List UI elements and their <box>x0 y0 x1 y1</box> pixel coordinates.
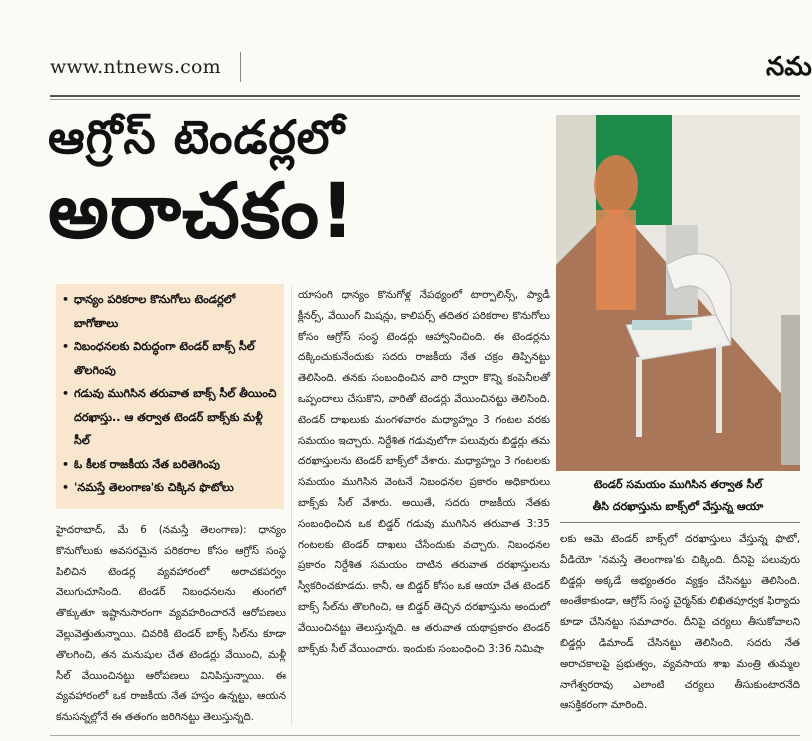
highlight-text: ఓ కీలక రాజకీయ నేత బరితెగింపు <box>74 457 220 471</box>
site-url[interactable]: www.ntnews.com <box>50 56 221 78</box>
highlight-text: నిబంధనలకు విరుద్ధంగా టెండర్ బాక్స్ సీల్ తొలగింపు <box>74 340 255 377</box>
bullet-icon: • <box>62 340 70 353</box>
photo-illustration <box>556 115 800 471</box>
bullet-icon: • <box>62 293 70 306</box>
news-photo <box>556 115 800 471</box>
photo-chair-leg <box>716 343 722 433</box>
bullet-icon: • <box>62 387 70 400</box>
photo-caption <box>556 474 800 518</box>
headline-line1: ఆగ్రోస్ టెండర్లలో <box>48 110 346 164</box>
photo-right-frame <box>781 315 800 465</box>
highlight-item <box>62 288 278 335</box>
caption-divider <box>560 522 800 523</box>
photo-person-body <box>596 210 636 310</box>
highlight-text: 'నమస్తే తెలంగాణ'కు చిక్కిన ఫొటోలు <box>74 481 234 494</box>
highlights-box <box>56 284 284 509</box>
highlight-item <box>62 382 278 453</box>
photo-papers <box>632 320 692 330</box>
photo-person-blur <box>594 155 638 215</box>
top-rule-thin <box>50 99 800 100</box>
photo-chair-leg <box>636 357 642 437</box>
caption-line2: తీసి దరఖాస్తును బాక్స్‌లో వేస్తున్న ఆయా <box>592 500 764 513</box>
bullet-icon: • <box>62 457 70 471</box>
column-separator <box>291 285 292 725</box>
body-column-middle: యాసంగి ధాన్యం కొనుగోళ్ల నేపథ్యంలో టార్పాలిన్స్, ప్యాడీ క్లీనర్స్, వేయింగ్ మిషన్లు, కాలిపర్స్ తదితర పరికరాల కొనుగోలు కోసం ఆగ్రోస్ సంస్థ టెండర్లు ఆహ్వానించింది. ఈ టెండర్లను దక్కించుకునేందుకు సదరు రాజకీయ నేత చక్రం తిప్పినట్టు తెలిసింది. తనకు సంబంధించిన వారి ద్వారా కొన్ని కంపెనీలతో ఒప్పందాలు చేసుకొని, వారితో టెండర్లు వేయించినట్టు తెలిసింది. టెండర్ దాఖలుకు మంగళవారం మధ్యాహ్నం 3 గంటల వరకు సమయం ఇచ్చారు. నిర్దేశిత గడువులోగా పలువురు బిడ్డర్లు తమ దరఖాస్తులను టెండర్ బాక్స్‌లో వేశారు. మధ్యాహ్నం 3 గంటలకు సమయం ముగిసిన వెంటనే నిబంధనల ప్రకారం అధికారులు బాక్స్‌కు సీల్ వేశారు. అయితే, సదరు రాజకీయ నేతకు సంబంధించిన ఒక బిడ్డర్ గడువు ముగిసిన తరువాత 3:35 గంటలకు టెండర్ దాఖలు చేసేందుకు వచ్చారు. నిబంధనల ప్రకారం నిర్దేశిత సమయం దాటిన తరువాత దరఖాస్తులను స్వీకరించకూడదు. కానీ, ఆ బిడ్డర్ కోసం ఒక ఆయా చేత టెండర్ బాక్స్ సీల్‌ను తొలగించి, ఆ బిడ్డర్ తెచ్చిన దరఖాస్తును అందులో వేయించినట్టు తెలుస్తున్నది. ఆ తరువాత యథాప్రకారం టెండర్ బాక్స్‌కు సీల్ వేయించారు. ఇందుకు సంబంధించి 3:36 నిమిషా <box>298 289 550 655</box>
header-divider <box>240 52 241 82</box>
highlight-item <box>62 476 278 500</box>
masthead: నమ <box>766 52 812 82</box>
bottom-rule <box>50 735 800 736</box>
highlight-text: గడువు ముగిసిన తరువాత బాక్స్ సీల్ తీయించి దరఖాస్తు.. ఆ తర్వాత టెండర్ బాక్స్‌కు మళ్లీ సీల్ <box>74 387 277 447</box>
caption-line1: టెండర్ సమయం ముగిసిన తర్వాత సీల్ <box>593 478 763 491</box>
headline-line2: అరాచకం! <box>48 166 356 255</box>
highlight-text: ధాన్యం పరికరాల కొనుగోలు టెండర్లలో బాగోతాలు <box>74 293 236 330</box>
highlight-item <box>62 453 278 477</box>
body-column-left: హైదరాబాద్, మే 6 (నమస్తే తెలంగాణ): ధాన్యం కొనుగోలుకు అవసరమైన పరికరాల కోసం ఆగ్రోస్ సంస్థ పిలిచిన టెండర్ల వ్యవహారంలో అరాచకపర్వం వెలుగుచూసింది. టెండర్ నిబంధనలను తుంగలో తొక్కుతూ ఇష్టానుసారంగా వ్యవహరించారనే ఆరోపణలు వెల్లువెత్తుతున్నాయి. చివరికి టెండర్ బాక్స్ సీల్‌ను కూడా తొలగించి, తన మనుషుల చేత టెండర్లు వేయించి, మళ్లీ సీల్ వేయించినట్టు ఆరోపణలు వినిపిస్తున్నాయి. ఈ వ్యవహారంలో ఒక రాజకీయ నేత హస్తం ఉన్నట్టు, ఆయన కనుసన్నల్లోనే ఈ తతంగం జరిగినట్టు తెలుస్తున్నది. <box>56 524 286 724</box>
body-column-right: లకు ఆమె టెండర్ బాక్స్‌లో దరఖాస్తులు వేస్తున్న ఫొటో, వీడియో 'నమస్తే తెలంగాణ'కు చిక్కింది. దీనిపై పలువురు బిడ్డర్లు అక్కడే అభ్యంతరం వ్యక్తం చేసినట్టు తెలిసింది. అంతేకాకుండా, ఆగ్రోస్ సంస్థ చైర్మన్‌కు లిఖితపూర్వక ఫిర్యాదు కూడా చేసినట్టు సమాచారం. దీనిపై చర్యలు తీసుకోవాలని బిడ్డర్లు డిమాండ్ చేసినట్టు తెలిసింది. సదరు నేత అరాచకాలపై ప్రభుత్వం, వ్యవసాయ శాఖ మంత్రి తుమ్మల నాగేశ్వరరావు ఎలాంటి చర్యలు తీసుకుంటారనేది ఆసక్తికరంగా మారింది. <box>560 533 800 712</box>
top-rule <box>50 95 800 97</box>
highlight-item <box>62 335 278 382</box>
bullet-icon: • <box>62 481 70 494</box>
